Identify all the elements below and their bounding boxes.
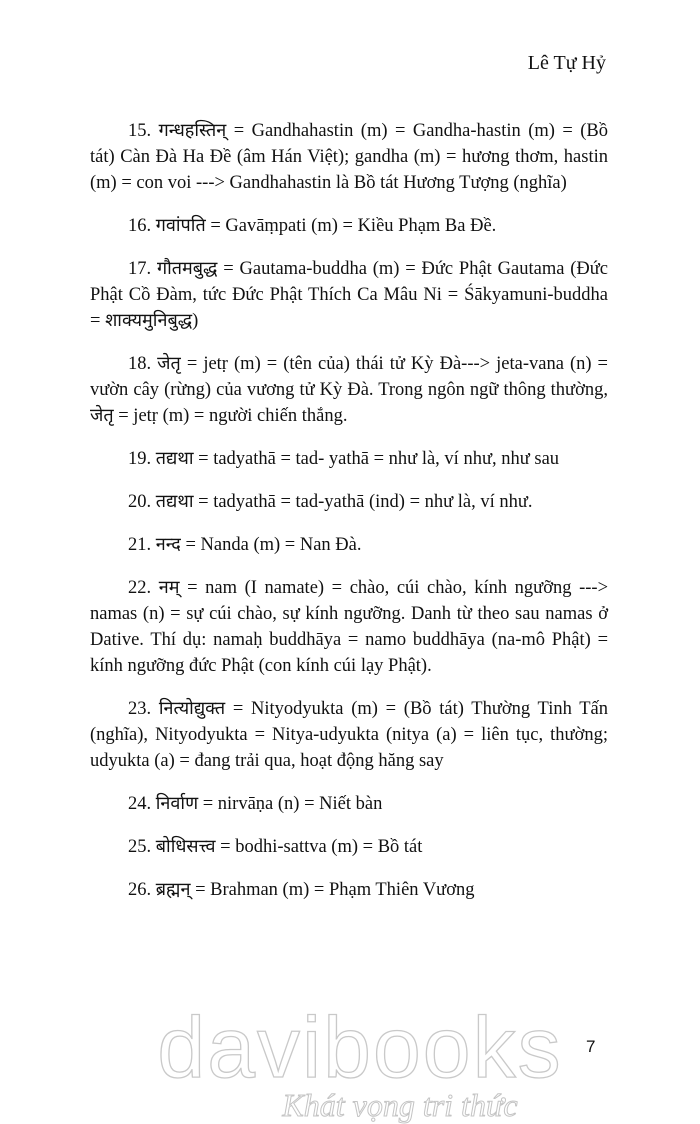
watermark-slogan: Khát vọng tri thức — [282, 1087, 518, 1123]
glossary-entry — [90, 791, 608, 817]
glossary-entry — [90, 213, 608, 239]
sanskrit-term: नम् — [158, 577, 180, 598]
entry-number: 26. — [128, 880, 152, 900]
glossary-entry — [90, 834, 608, 860]
entry-number: 23. — [128, 699, 152, 719]
glossary-entry — [90, 256, 608, 334]
watermark-brand: davibooks — [157, 1000, 563, 1096]
entry-definition: = Nanda (m) = Nan Đà. — [180, 535, 362, 555]
publisher-watermark — [150, 1000, 570, 1122]
glossary-entry — [90, 351, 608, 429]
entry-definition: = Gavāṃpati (m) = Kiều Phạm Ba Đề. — [205, 216, 497, 236]
running-header: Lê Tự Hỷ — [527, 52, 606, 74]
sanskrit-term: तद्यथा — [155, 491, 194, 512]
glossary-entry — [90, 696, 608, 774]
sanskrit-term: बोधिसत्त्व — [155, 836, 216, 857]
sanskrit-term-inline: शाक्यमुनिबुद्ध — [105, 310, 193, 331]
glossary-entry — [90, 446, 608, 472]
entry-number: 16. — [128, 216, 152, 236]
entry-number: 22. — [128, 578, 152, 598]
glossary-entry — [90, 877, 608, 903]
sanskrit-term: निर्वाण — [155, 793, 199, 814]
glossary-entry — [90, 532, 608, 558]
sanskrit-term: गवांपति — [155, 215, 206, 236]
entry-definition-tail: ) — [192, 311, 199, 331]
glossary-content — [90, 118, 608, 920]
entry-number: 20. — [128, 492, 152, 512]
entry-definition: = Nityodyukta (m) = (Bồ tát) Thường Tinh Tấn (nghĩa), Nityodyukta = Nitya-udyukta (nitya (a) = liên tục, thường; udyukta (a) = đang trải qua, hoạt động hăng say — [90, 699, 608, 771]
sanskrit-term: तद्यथा — [155, 448, 194, 469]
entry-definition: = Brahman (m) = Phạm Thiên Vương — [190, 880, 475, 900]
sanskrit-term: गन्धहस्तिन् — [158, 120, 227, 141]
entry-definition: = nam (I namate) = chào, cúi chào, kính ngưỡng ---> namas (n) = sự cúi chào, sự kính ngưỡng. Danh từ theo sau namas ở Dative. Thí dụ: namaḥ buddhāya = namo buddhāya (na-mô Phật) = kính ngưỡng đức Phật (con kính cúi lạy Phật). — [90, 578, 608, 676]
glossary-entry — [90, 118, 608, 196]
page-number: 7 — [586, 1037, 596, 1056]
glossary-entry — [90, 575, 608, 679]
entry-number: 18. — [128, 354, 152, 374]
entry-number: 24. — [128, 794, 152, 814]
entry-definition-tail: = jetṛ (m) = người chiến thắng. — [113, 406, 348, 426]
sanskrit-term-inline: जेतृ — [90, 405, 114, 426]
entry-number: 25. — [128, 837, 152, 857]
entry-definition: = tadyathā = tad- yathā = như là, ví như, như sau — [193, 449, 560, 469]
entry-definition: = Gandhahastin (m) = Gandha-hastin (m) = (Bồ tát) Càn Đà Ha Đề (âm Hán Việt); gandha (m) = hương thơm, hastin (m) = con voi ---> Gandhahastin là Bồ tát Hương Tượng (nghĩa) — [90, 121, 608, 193]
sanskrit-term: गौतमबुद्ध — [156, 258, 218, 279]
entry-number: 19. — [128, 449, 152, 469]
sanskrit-term: नित्योद्युक्त — [158, 698, 226, 719]
glossary-entry — [90, 489, 608, 515]
entry-definition: = nirvāṇa (n) = Niết bàn — [198, 794, 383, 814]
entry-definition: = Gautama-buddha (m) = Đức Phật Gautama (Đức Phật Cồ Đàm, tức Đức Phật Thích Ca Mâu Ni = Śākyamuni-buddha = — [90, 259, 609, 331]
entry-number: 21. — [128, 535, 152, 555]
entry-number: 15. — [128, 121, 152, 141]
entry-definition: = tadyathā = tad-yathā (ind) = như là, ví như. — [193, 492, 533, 512]
entry-definition: = jetṛ (m) = (tên của) thái tử Kỳ Đà---> jeta-vana (n) = vườn cây (rừng) của vương tử Kỳ Đà. Trong ngôn ngữ thông thường, — [90, 354, 608, 400]
entry-number: 17. — [128, 259, 152, 279]
sanskrit-term: जेतृ — [157, 353, 181, 374]
entry-definition: = bodhi-sattva (m) = Bồ tát — [215, 837, 423, 857]
sanskrit-term: नन्द — [155, 534, 181, 555]
sanskrit-term: ब्रह्मन् — [155, 879, 191, 900]
